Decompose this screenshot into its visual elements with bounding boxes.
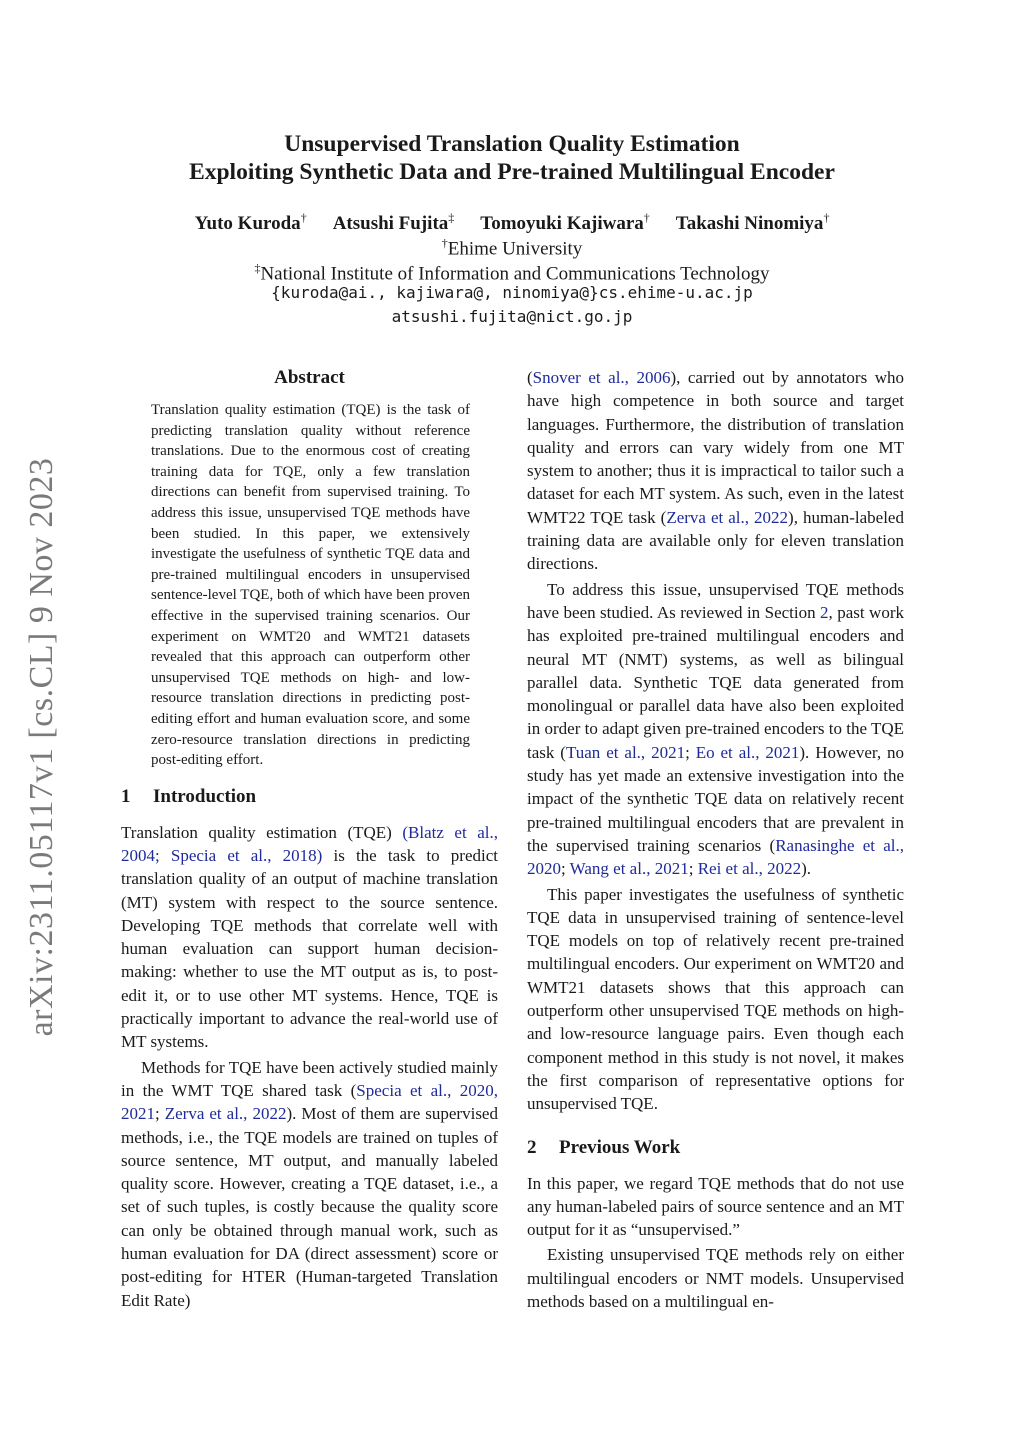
section-heading-previous-work: 2 Previous Work — [527, 1136, 681, 1158]
title-line-2: Exploiting Synthetic Data and Pre-trained Multilingual Encoder — [189, 159, 835, 185]
right-paragraph-3: This paper investigates the usefulness of synthetic TQE data in unsupervised training of sentence-level TQE models on top of relatively recent pre-trained multilingual encoders. Our experiment on WMT20 and WMT21 datasets shows that this approach can outperform other unsupervised TQE methods on high- and low-resource language pairs. Even though each component method in this study is not novel, it makes the first comparison of representative options for unsupervised TQE. — [527, 884, 904, 1114]
author: Atsushi Fujita‡ — [332, 211, 455, 235]
paper-title — [100, 130, 924, 186]
affiliation-ehime: †Ehime University — [441, 236, 583, 260]
left-column — [121, 366, 498, 1312]
right-paragraph-2: To address this issue, unsupervised TQE methods have been studied. As reviewed in Section 2, past work has exploited pre-trained multilingual encoders and neural MT (NMT) systems, as well as bilingual parallel data. Synthetic TQE data generated from monolingual or parallel data have also been exploited in order to adapt given pre-trained encoders to the TQE task (Tuan et al., 2021; Eo et al., 2021). However, no study has yet made an extensive investigation into the impact of the synthetic TQE data on relatively recent pre-trained multilingual encoders that are prevalent in the supervised training scenarios (Ranasinghe et al., 2020; Wang et al., 2021; Rei et al., 2022). — [527, 579, 905, 879]
citation-link[interactable]: Wang et al., 2021 — [569, 859, 689, 879]
intro-paragraph-1: Translation quality estimation (TQE) (Blatz et al., 2004; Specia et al., 2018) is the task to predict translation quality of an output of machine translation (MT) system with respect to the source sentence. Developing TQE methods that correlate well with human evaluation can support human decision-making: whether to use the MT output as is, to post-edit it, or to use other MT systems. Hence, TQE is practically important to advance the real-world use of MT systems. — [121, 822, 498, 1052]
citation-link[interactable]: Tuan et al., 2021 — [565, 742, 686, 762]
previous-paragraph-1: In this paper, we regard TQE methods that do not use any human-labeled pairs of source sentence and an MT output for it as “unsupervised.” — [527, 1173, 904, 1240]
section-heading-introduction: 1 Introduction — [121, 785, 257, 807]
citation-link[interactable]: Rei et al., 2022 — [697, 859, 802, 879]
arxiv-sidebar-stamp — [20, 455, 64, 1039]
abstract-text: Translation quality estimation (TQE) is the task of predicting translation quality without reference translations. Due to the enormous cost of creating training data for TQE, only a few translation directions can benefit from supervised training. To address this issue, unsupervised TQE methods have been studied. In this paper, we extensively investigate the usefulness of synthetic TQE data and pre-trained multilingual encoders in unsupervised sentence-level TQE, both of which have been proven effective in the supervised training scenarios. Our experiment on WMT20 and WMT21 datasets revealed that this approach can outperform other unsupervised TQE methods on high- and low-resource translation directions in predicting post-editing effort and human evaluation score, and some zero-resource translation directions in predicting post-editing effort. — [151, 402, 470, 769]
email-ehime: {kuroda@ai., kajiwara@, ninomiya@}cs.ehime-u.ac.jp — [271, 283, 753, 302]
right-column — [527, 366, 904, 1313]
email-nict: atsushi.fujita@nict.go.jp — [391, 307, 633, 326]
section-link[interactable]: 2 — [820, 602, 829, 622]
author: Yuto Kuroda† — [194, 211, 307, 235]
previous-paragraph-2: Existing unsupervised TQE methods rely on either multilingual encoders or NMT models. Unsupervised methods based on a multilingual en- — [527, 1245, 904, 1311]
citation-link[interactable]: Eo et al., 2021 — [695, 742, 800, 762]
citation-link[interactable]: Zerva et al., 2022 — [666, 507, 789, 527]
citation-link[interactable]: Specia et al., 2020, 2021 — [121, 1080, 499, 1124]
author: Takashi Ninomiya† — [675, 211, 830, 235]
citation-link[interactable]: Zerva et al., 2022 — [164, 1104, 287, 1124]
right-paragraph-1: (Snover et al., 2006), carried out by annotators who have high competence in both source and target languages. Furthermore, the distribution of translation quality and errors can vary widely from one MT system to another; thus it is impractical to tailor such a dataset for each MT system. As such, even in the latest WMT22 TQE task (Zerva et al., 2022), human-labeled training data are available only for eleven translation directions. — [527, 368, 904, 574]
citation-link[interactable]: Ranasinghe et al., 2020 — [527, 835, 904, 879]
citation-link[interactable]: Snover et al., 2006 — [532, 368, 671, 387]
intro-paragraph-2: Methods for TQE have been actively studied mainly in the WMT TQE shared task (Specia et al., 2020, 2021; Zerva et al., 2022). Most of them are supervised methods, i.e., the TQE models are trained on tuples of source sentence, MT output, and manually labeled quality score. However, creating a TQE dataset, i.e., a set of such tuples, is costly because the quality score can only be obtained through manual work, such as human evaluation for DA (direct assessment) score or post-editing for HTER (Human-targeted Translation Edit Rate) — [121, 1057, 499, 1310]
arxiv-id: arXiv:2311.05117v1 [cs.CL] 9 Nov 2023 — [23, 457, 60, 1037]
author: Tomoyuki Kajiwara† — [480, 211, 650, 235]
abstract-heading: Abstract — [274, 367, 345, 388]
affiliation-nict: ‡National Institute of Information and Communications Technology — [254, 261, 770, 285]
title-line-1: Unsupervised Translation Quality Estimation — [284, 131, 740, 157]
citation-link[interactable]: (Blatz et al., 2004; Specia et al., 2018) — [121, 822, 498, 865]
